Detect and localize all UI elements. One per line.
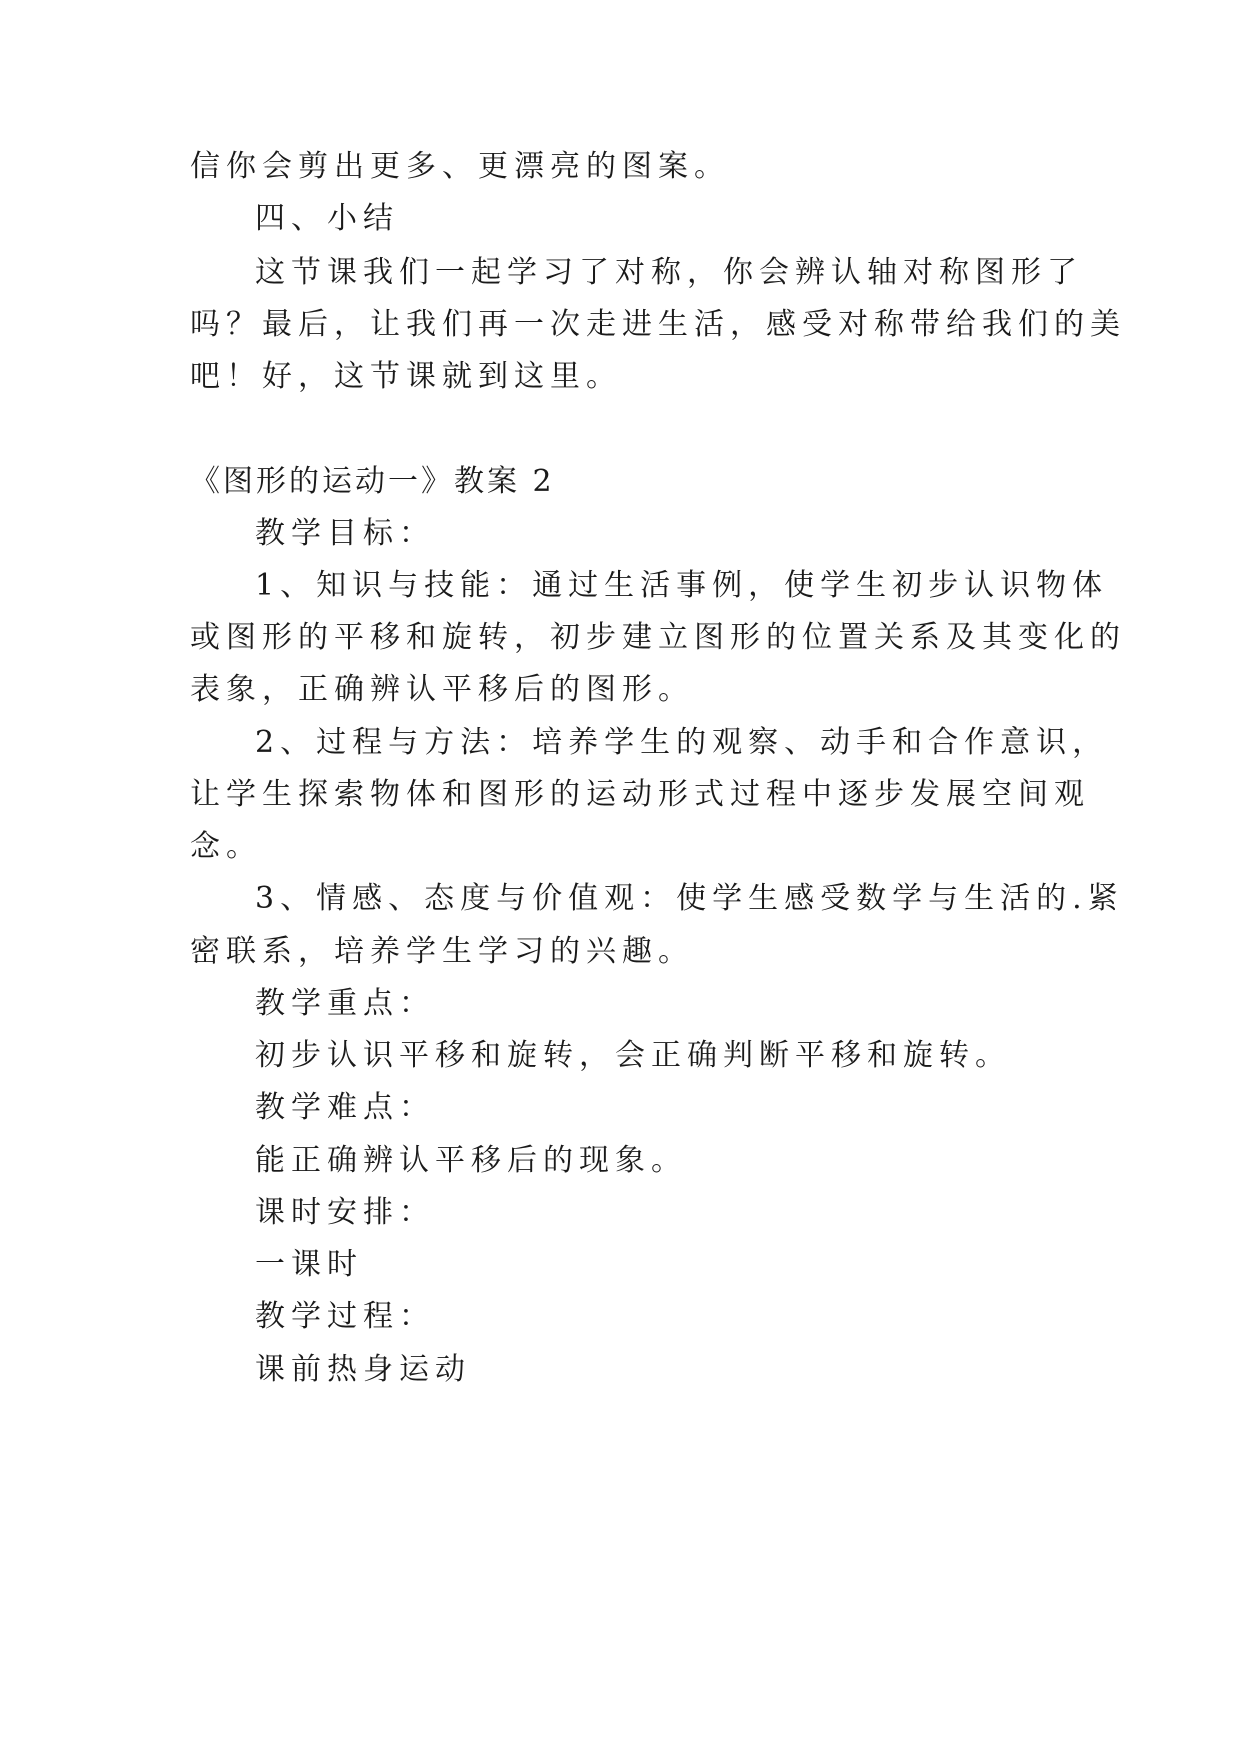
text-line: 一课时	[255, 1247, 363, 1282]
document-title: 《图形的运动一》教案 2	[190, 464, 555, 499]
text-line: 或图形的平移和旋转，初步建立图形的位置关系及其变化的	[190, 620, 1126, 655]
text-line: 表象，正确辨认平移后的图形。	[190, 672, 694, 707]
text-line: 能正确辨认平移后的现象。	[255, 1143, 687, 1178]
text-line: 2、过程与方法：培养学生的观察、动手和合作意识，	[255, 725, 1109, 760]
key-heading: 教学重点：	[255, 986, 435, 1021]
goals-heading: 教学目标：	[255, 516, 435, 551]
text-line: 信你会剪出更多、更漂亮的图案。	[190, 149, 730, 184]
text-line: 念。	[190, 829, 262, 864]
text-line: 初步认识平移和旋转，会正确判断平移和旋转。	[255, 1038, 1011, 1073]
schedule-heading: 课时安排：	[255, 1195, 435, 1230]
text-line: 课前热身运动	[255, 1352, 471, 1387]
difficulty-heading: 教学难点：	[255, 1090, 435, 1125]
process-heading: 教学过程：	[255, 1299, 435, 1334]
text-line: 3、情感、态度与价值观：使学生感受数学与生活的.紧	[255, 881, 1124, 916]
text-line: 吗？最后，让我们再一次走进生活，感受对称带给我们的美	[190, 307, 1126, 342]
text-line: 吧！好，这节课就到这里。	[190, 359, 622, 394]
section-heading: 四、小结	[255, 201, 399, 236]
text-line: 密联系，培养学生学习的兴趣。	[190, 934, 694, 969]
text-line: 1、知识与技能：通过生活事例，使学生初步认识物体	[255, 568, 1109, 603]
text-line: 让学生探索物体和图形的运动形式过程中逐步发展空间观	[190, 777, 1090, 812]
text-line: 这节课我们一起学习了对称，你会辨认轴对称图形了	[255, 255, 1083, 290]
